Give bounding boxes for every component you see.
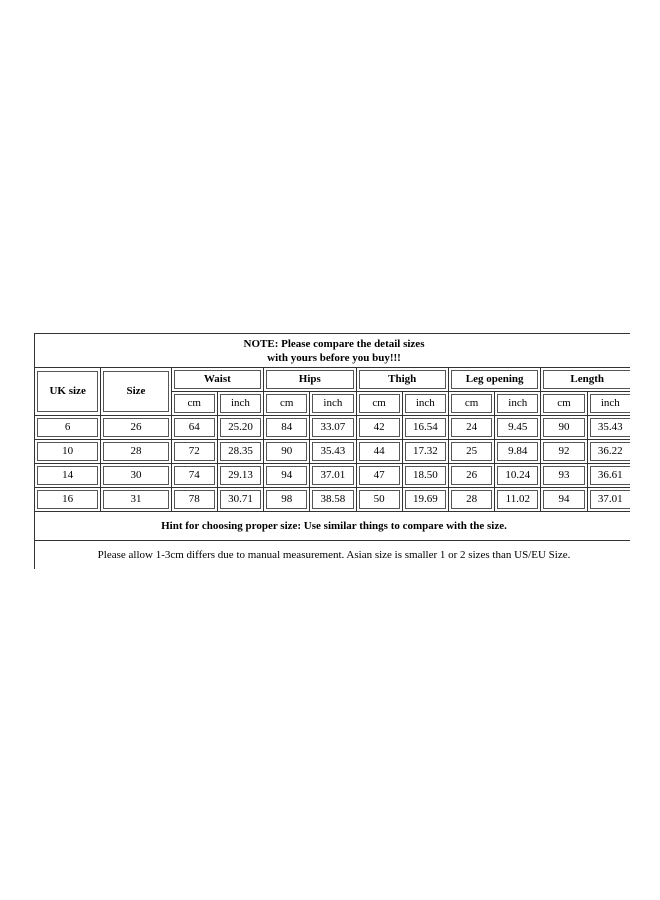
unit-cell: cm <box>171 392 217 416</box>
unit-cell: inch <box>587 392 630 416</box>
table-cell: 84 <box>264 416 310 440</box>
unit-cell: cm <box>541 392 587 416</box>
unit-cell: inch <box>217 392 263 416</box>
unit-cell: inch <box>495 392 541 416</box>
table-row <box>35 416 631 440</box>
hint-text: Hint for choosing proper size: Use similar things to compare with the size. <box>161 520 507 532</box>
table-cell: 44 <box>356 440 402 464</box>
table-cell: 33.07 <box>310 416 356 440</box>
table-row <box>35 440 631 464</box>
table-cell: 29.13 <box>217 464 263 488</box>
table-cell: 42 <box>356 416 402 440</box>
table-cell: 78 <box>171 488 217 512</box>
table-cell: 50 <box>356 488 402 512</box>
unit-cell: cm <box>356 392 402 416</box>
table-cell: 9.45 <box>495 416 541 440</box>
header-thigh: Thigh <box>356 368 448 392</box>
table-cell: 26 <box>448 464 494 488</box>
table-cell: 30.71 <box>217 488 263 512</box>
header-uk-size: UK size <box>35 368 101 416</box>
table-cell: 26 <box>101 416 171 440</box>
table-cell: 92 <box>541 440 587 464</box>
size-table <box>34 333 630 569</box>
table-cell: 93 <box>541 464 587 488</box>
unit-cell: cm <box>264 392 310 416</box>
table-cell: 72 <box>171 440 217 464</box>
table-cell: 35.43 <box>587 416 630 440</box>
table-cell: 94 <box>264 464 310 488</box>
table-cell: 35.43 <box>310 440 356 464</box>
table-cell: 16.54 <box>402 416 448 440</box>
table-cell: 98 <box>264 488 310 512</box>
table-cell: 24 <box>448 416 494 440</box>
table-cell: 17.32 <box>402 440 448 464</box>
table-cell: 90 <box>541 416 587 440</box>
table-cell: 64 <box>171 416 217 440</box>
table-cell: 38.58 <box>310 488 356 512</box>
table-cell: 37.01 <box>587 488 630 512</box>
table-cell: 25 <box>448 440 494 464</box>
table-cell: 37.01 <box>310 464 356 488</box>
table-cell: 94 <box>541 488 587 512</box>
table-cell: 28.35 <box>217 440 263 464</box>
header-size: Size <box>101 368 171 416</box>
size-rows <box>35 416 631 512</box>
header-length: Length <box>541 368 630 392</box>
table-cell: 74 <box>171 464 217 488</box>
size-chart <box>34 333 630 569</box>
table-cell: 90 <box>264 440 310 464</box>
table-cell: 11.02 <box>495 488 541 512</box>
header-hips: Hips <box>264 368 356 392</box>
header-waist: Waist <box>171 368 263 392</box>
table-cell: 36.61 <box>587 464 630 488</box>
footer-cell <box>35 541 631 570</box>
table-cell: 36.22 <box>587 440 630 464</box>
unit-cell: inch <box>310 392 356 416</box>
table-cell: 10.24 <box>495 464 541 488</box>
table-cell: 10 <box>35 440 101 464</box>
table-cell: 28 <box>101 440 171 464</box>
table-cell: 47 <box>356 464 402 488</box>
header-leg-opening: Leg opening <box>448 368 540 392</box>
table-cell: 6 <box>35 416 101 440</box>
table-cell: 28 <box>448 488 494 512</box>
table-cell: 30 <box>101 464 171 488</box>
table-row <box>35 464 631 488</box>
table-cell: 19.69 <box>402 488 448 512</box>
note-line-1: NOTE: Please compare the detail sizes <box>243 337 425 350</box>
table-cell: 31 <box>101 488 171 512</box>
table-cell: 9.84 <box>495 440 541 464</box>
footer-text: Please allow 1-3cm differs due to manual measurement. Asian size is smaller 1 or 2 sizes than US/EU Size. <box>97 549 571 561</box>
unit-cell: cm <box>448 392 494 416</box>
table-cell: 16 <box>35 488 101 512</box>
unit-cell: inch <box>402 392 448 416</box>
table-row <box>35 488 631 512</box>
hint-cell <box>35 512 631 541</box>
note-cell <box>35 334 631 368</box>
table-cell: 14 <box>35 464 101 488</box>
table-cell: 18.50 <box>402 464 448 488</box>
note-line-2: with yours before you buy!!! <box>267 351 401 364</box>
table-cell: 25.20 <box>217 416 263 440</box>
